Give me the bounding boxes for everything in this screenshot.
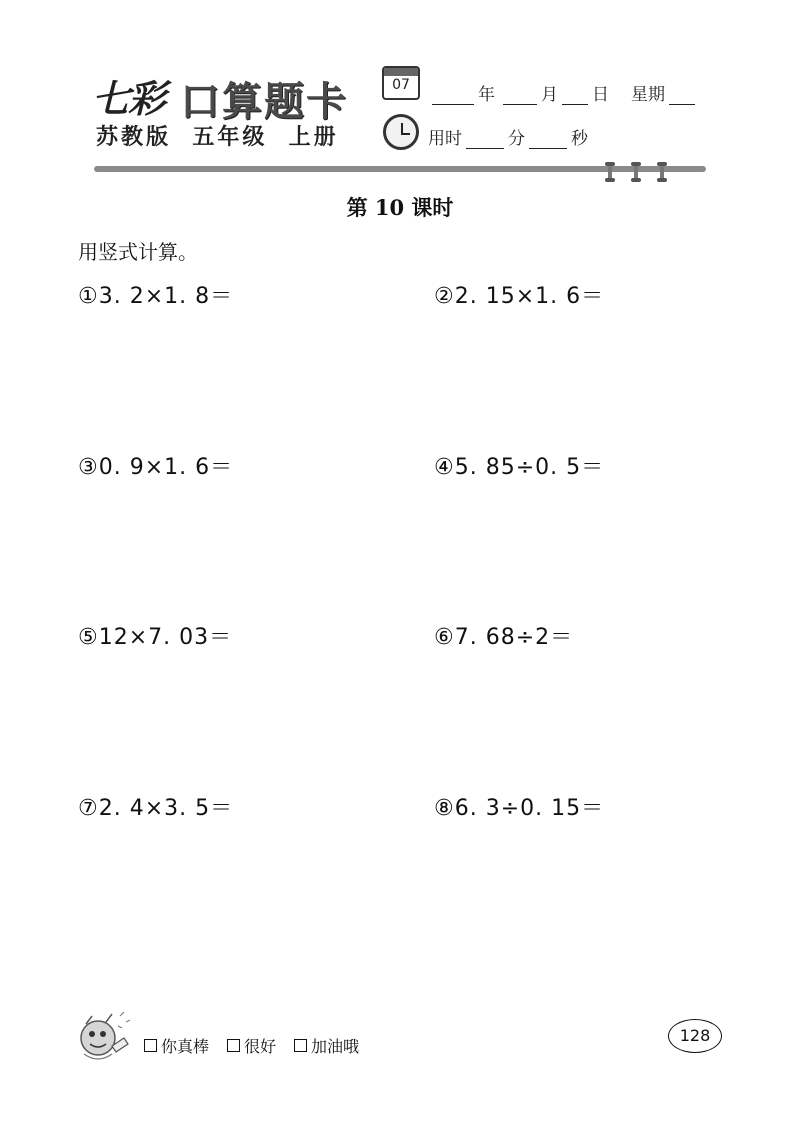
day-blank[interactable]	[562, 86, 588, 105]
date-fields	[428, 80, 699, 105]
year-blank[interactable]	[432, 86, 474, 105]
month-label: 月	[541, 85, 558, 105]
problem-8: ⑧6. 3÷0. 15＝	[434, 796, 605, 821]
problem-3: ③0. 9×1. 6＝	[78, 455, 234, 480]
minutes-blank[interactable]	[466, 130, 504, 149]
weekday-label: 星期	[631, 85, 665, 105]
instruction-text: 用竖式计算。	[78, 240, 198, 264]
calendar-day: 07	[392, 77, 410, 93]
page-number-badge	[668, 1019, 722, 1053]
time-fields	[428, 124, 588, 149]
problem-2: ②2. 15×1. 6＝	[434, 284, 605, 309]
page-number: 128	[679, 1026, 711, 1045]
brand-logo	[92, 68, 362, 125]
option-good[interactable]	[227, 1034, 276, 1057]
option-label: 很好	[244, 1037, 277, 1056]
calendar-icon	[382, 66, 420, 100]
problem-6: ⑥7. 68÷2＝	[434, 625, 574, 650]
problem-7: ⑦2. 4×3. 5＝	[78, 796, 234, 821]
binder-pin	[660, 162, 664, 182]
header-divider	[94, 166, 706, 172]
option-keep-going[interactable]	[294, 1034, 359, 1057]
edition-subtitle: 苏教版 五年级 上册	[96, 125, 339, 150]
time-used-label: 用时	[428, 129, 462, 149]
brand-qi: 七彩	[92, 77, 165, 121]
option-label: 你真棒	[161, 1037, 210, 1056]
problem-1: ①3. 2×1. 8＝	[78, 284, 234, 309]
checkbox-icon[interactable]	[144, 1039, 157, 1052]
checkbox-icon[interactable]	[227, 1039, 240, 1052]
problem-4: ④5. 85÷0. 5＝	[434, 455, 605, 480]
minutes-label: 分	[508, 129, 525, 149]
self-evaluation-options	[144, 1034, 359, 1057]
brand-title: 口算题卡	[180, 79, 348, 125]
lesson-title: 第 10 课时	[346, 195, 454, 220]
day-label: 日	[592, 85, 609, 105]
option-label: 加油哦	[311, 1037, 360, 1056]
month-blank[interactable]	[503, 86, 537, 105]
year-label: 年	[478, 85, 495, 105]
problem-5: ⑤12×7. 03＝	[78, 625, 233, 650]
seconds-label: 秒	[571, 129, 588, 149]
binder-pin	[634, 162, 638, 182]
binder-pin	[608, 162, 612, 182]
seconds-blank[interactable]	[529, 130, 567, 149]
mascot-icon	[72, 1008, 134, 1066]
clock-icon	[383, 114, 419, 150]
checkbox-icon[interactable]	[294, 1039, 307, 1052]
weekday-blank[interactable]	[669, 86, 695, 105]
option-excellent[interactable]	[144, 1034, 209, 1057]
